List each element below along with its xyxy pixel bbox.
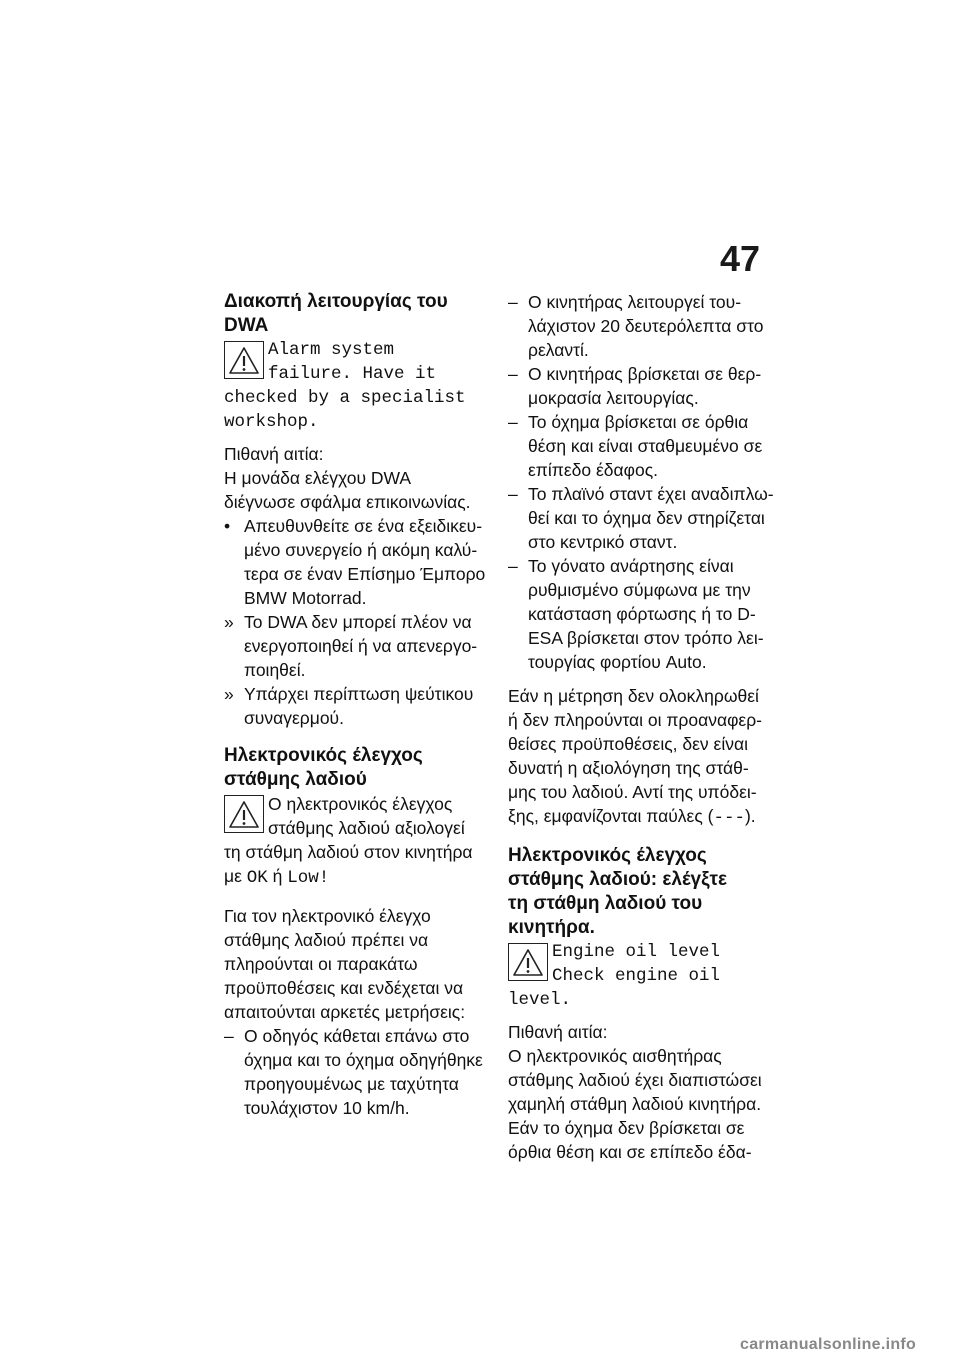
- heading-dwa-failure: Διακοπή λειτουργίας του DWA: [224, 291, 448, 336]
- dash-marker: –: [508, 292, 518, 312]
- result-marker: »: [224, 612, 234, 632]
- result-marker: »: [224, 684, 234, 704]
- warning-alarm-system: Alarm system failure. Have it checked by a specialist workshop.: [224, 340, 466, 432]
- cause-label: Πιθανή αιτία:: [224, 444, 324, 464]
- left-column: [224, 290, 499, 1120]
- dash-marker: –: [508, 364, 518, 384]
- warning-oil-check: Ο ηλεκτρονικός έλεγχος στάθμης λαδιού αξιολογεί τη στάθμη λαδιού στον κινητήρα με OK ή Low!: [224, 794, 473, 888]
- heading-oil-check: Ηλεκτρονικός έλεγχος στάθμης λαδιού: [224, 745, 423, 790]
- condition-item: – Το όχημα βρίσκεται σε όρθια θέση και είναι σταθμευμένο σε επίπεδο έδαφος.: [508, 412, 763, 480]
- warning-triangle-icon: [224, 795, 264, 833]
- warning-triangle-icon: [224, 341, 264, 379]
- right-column: [508, 290, 790, 1164]
- condition-item: – Ο οδηγός κάθεται επάνω στο όχημα και το όχημα οδηγήθηκε προηγουμένως με ταχύτητα τουλάχιστον 10 km/h.: [224, 1026, 483, 1118]
- conditions-paragraph: Για τον ηλεκτρονικό έλεγχο στάθμης λαδιού πρέπει να πληρούνται οι παρακάτω προϋποθέσεις και ενδέχεται να απαιτούνται αρκετές μετρήσεις:: [224, 906, 466, 1022]
- dash-marker: –: [508, 484, 518, 504]
- bullet-marker: •: [224, 516, 231, 536]
- dash-marker: –: [224, 1026, 234, 1046]
- condition-item: – Ο κινητήρας βρίσκεται σε θερ- μοκρασία λειτουργίας.: [508, 364, 762, 408]
- page-number: 47: [720, 238, 761, 279]
- condition-item: – Το πλαϊνό σταντ έχει αναδιπλω- θεί και το όχημα δεν στηρίζεται στο κεντρικό σταντ.: [508, 484, 774, 552]
- dash-marker: –: [508, 556, 518, 576]
- heading-check-oil-level: Ηλεκτρονικός έλεγχος στάθμης λαδιού: ελέγξτε τη στάθμη λαδιού του κινητήρα.: [508, 845, 728, 938]
- bullet-item: • Απευθυνθείτε σε ένα εξειδικευ- μένο συνεργείο ή ακόμη καλύ- τερα σε έναν Επίσημο Έμπορο BMW Motorrad.: [224, 516, 486, 608]
- watermark: carmanualsonline.info: [740, 1336, 917, 1353]
- result-item: » Το DWA δεν μπορεί πλέον να ενεργοποιηθεί ή να απενεργο- ποιηθεί.: [224, 612, 478, 680]
- warning-triangle-icon: [508, 943, 548, 981]
- warning-engine-oil: Engine oil level Check engine oil level.: [508, 942, 721, 1010]
- condition-item: – Ο κινητήρας λειτουργεί του- λάχιστον 20 δευτερόλεπτα στο ρελαντί.: [508, 292, 764, 360]
- dash-marker: –: [508, 412, 518, 432]
- measurement-paragraph: Εάν η μέτρηση δεν ολοκληρωθεί ή δεν πληρούνται οι προαναφερ- θείσες προϋποθέσεις, δεν είναι δυνατή η αξιολόγηση της στάθ- μης του λαδιού. Αντί της υπόδει- ξης, εμφανίζονται παύλες (---).: [508, 686, 763, 828]
- condition-item: – Το γόνατο ανάρτησης είναι ρυθμισμένο σύμφωνα με την κατάσταση φόρτωσης ή το D- ESA βρίσκεται στον τρόπο λει- τουργίας φορτίου Auto.: [508, 556, 764, 672]
- cause-text: Ο ηλεκτρονικός αισθητήρας στάθμης λαδιού έχει διαπιστώσει χαμηλή στάθμη λαδιού κινητήρα. Εάν το όχημα δεν βρίσκεται σε όρθια θέση και σε επίπεδο έδα-: [508, 1046, 762, 1162]
- cause-text: Η μονάδα ελέγχου DWA διέγνωσε σφάλμα επικοινωνίας.: [224, 468, 471, 512]
- result-item: » Υπάρχει περίπτωση ψεύτικου συναγερμού.: [224, 684, 474, 728]
- cause-label: Πιθανή αιτία:: [508, 1022, 608, 1042]
